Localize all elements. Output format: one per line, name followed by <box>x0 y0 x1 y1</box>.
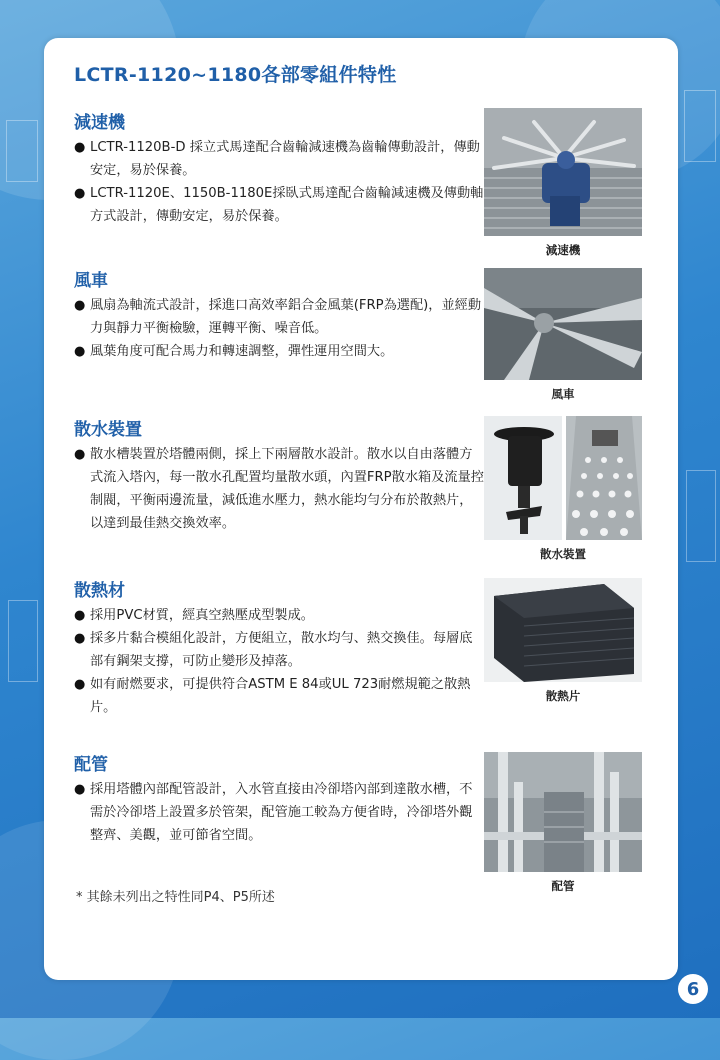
figure-caption: 減速機 <box>545 243 581 257</box>
bullet-dot-icon: ● <box>74 677 86 692</box>
page-title: LCTR-1120~1180各部零組件特性 <box>74 64 397 86</box>
bullet-item: ● 風葉角度可配合馬力和轉速調整，彈性運用空間大。 <box>74 340 484 363</box>
section-water-distribution <box>74 415 484 535</box>
figure-caption: 散水裝置 <box>540 547 586 561</box>
figure-caption: 風車 <box>551 387 575 401</box>
bullet-item: ● 採用塔體內部配管設計，入水管直接由冷卻塔內部到達散水槽，不需於冷卻塔上設置多於管架，配管施工較為方便省時，冷卻塔外觀整齊、美觀，並可節省空間。 <box>74 778 484 847</box>
bullet-dot-icon: ● <box>74 608 86 623</box>
section-fill-media <box>74 576 484 719</box>
bullet-item: ● 風扇為軸流式設計，採進口高效率鋁合金風葉(FRP為選配)，並經動力與靜力平衡檢驗，運轉平衡、噪音低。 <box>74 294 484 340</box>
section-fan <box>74 266 484 363</box>
background-square <box>686 470 716 562</box>
figure-gear-reducer <box>484 108 642 258</box>
background-square <box>6 120 38 182</box>
background-square <box>8 600 38 682</box>
fan-photo <box>484 268 642 380</box>
gear-reducer-photo <box>484 108 642 236</box>
section-title: 散水裝置 <box>74 420 142 440</box>
section-title: 散熱材 <box>74 581 125 601</box>
figure-caption: 配管 <box>551 879 575 893</box>
figure-fan <box>484 268 642 402</box>
section-title: 風車 <box>74 271 108 291</box>
bullet-item: ● 採用PVC材質，經真空熱壓成型製成。 <box>74 604 484 627</box>
bullet-dot-icon: ● <box>74 631 86 646</box>
bullet-item: ● 如有耐燃要求，可提供符合ASTM E 84或UL 723耐燃規範之散熱片。 <box>74 673 484 719</box>
background-square <box>684 90 716 162</box>
distribution-basin-photo <box>566 416 642 540</box>
section-gear-reducer <box>74 108 484 228</box>
page-number: 6 <box>678 974 708 1004</box>
piping-photo <box>484 752 642 872</box>
bullet-dot-icon: ● <box>74 186 86 201</box>
bullet-item: ● LCTR-1120B-D 採立式馬達配合齒輪減速機為齒輪傳動設計，傳動安定，易於保養。 <box>74 136 484 182</box>
bullet-item: ● 散水槽裝置於塔體兩側，採上下兩層散水設計。散水以自由落體方式流入塔內，每一散水孔配置均量散水頭，內置FRP散水箱及流量控制閥，平衡兩邊流量，減低進水壓力，熱水能均勻分布於散熱片，以達到最佳熱交換效率。 <box>74 443 484 535</box>
section-piping <box>74 750 484 847</box>
sprinkler-head-photo <box>484 416 562 540</box>
bullet-dot-icon: ● <box>74 782 86 797</box>
bullet-item: ● LCTR-1120E、1150B-1180E採臥式馬達配合齒輪減速機及傳動軸方式設計，傳動安定，易於保養。 <box>74 182 484 228</box>
section-title: 配管 <box>74 755 108 775</box>
figure-piping <box>484 752 642 894</box>
section-title: 減速機 <box>74 113 125 133</box>
bullet-dot-icon: ● <box>74 447 86 462</box>
footnote: * 其餘未列出之特性同P4、P5所述 <box>76 890 275 905</box>
bullet-item: ● 採多片黏合模組化設計，方便組立，散水均勻、熱交換佳。每層底部有鋼架支撐，可防止變形及掉落。 <box>74 627 484 673</box>
bullet-dot-icon: ● <box>74 298 86 313</box>
bullet-dot-icon: ● <box>74 344 86 359</box>
content-page <box>44 38 678 980</box>
figure-caption: 散熱片 <box>545 689 581 703</box>
fill-media-photo <box>484 578 642 682</box>
figure-fill-media <box>484 578 642 704</box>
bullet-dot-icon: ● <box>74 140 86 155</box>
figure-water-distribution <box>484 416 642 562</box>
